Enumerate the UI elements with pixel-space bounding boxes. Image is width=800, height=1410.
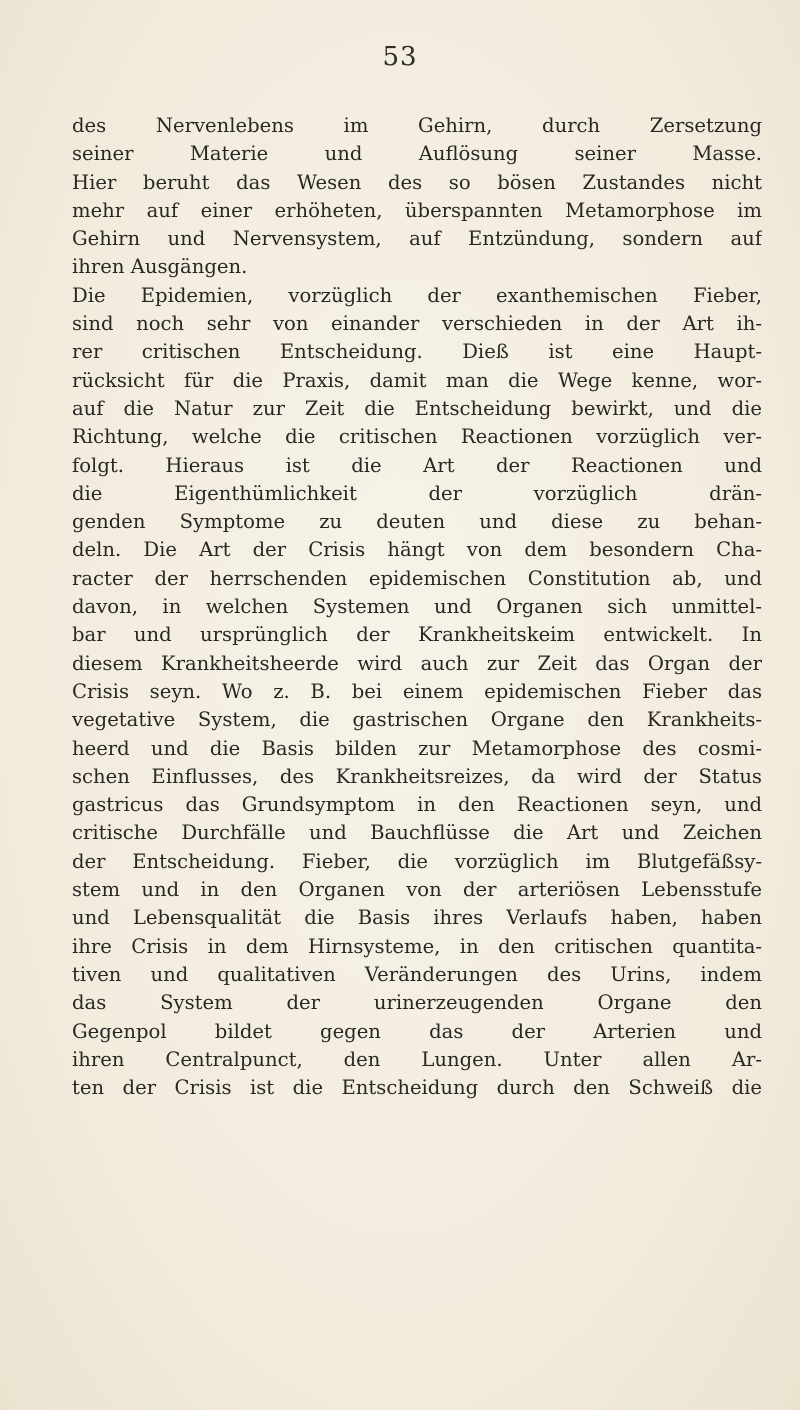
text-line: racter der herrschenden epidemischen Constitution ab, und	[72, 566, 762, 590]
text-line: schen Einflusses, des Krankheitsreizes, da wird der Status	[72, 764, 762, 788]
text-line: gastricus das Grundsymptom in den Reactionen seyn, und	[72, 793, 762, 817]
text-line: heerd und die Basis bilden zur Metamorphose des cosmi-	[72, 736, 762, 760]
body-text	[72, 112, 762, 1102]
page-number: 53	[382, 42, 418, 72]
text-line: bar und ursprünglich der Krankheitskeim entwickelt. In	[72, 623, 762, 647]
text-line: rer critischen Entscheidung. Dieß ist eine Haupt-	[72, 340, 762, 364]
text-line: genden Symptome zu deuten und diese zu behan-	[72, 510, 762, 534]
text-line: tiven und qualitativen Veränderungen des Urins, indem	[72, 962, 762, 986]
text-line: rücksicht für die Praxis, damit man die Wege kenne, wor-	[72, 368, 762, 392]
text-line: critische Durchfälle und Bauchflüsse die Art und Zeichen	[72, 821, 762, 845]
text-line: deln. Die Art der Crisis hängt von dem besondern Cha-	[72, 538, 762, 562]
text-line: vegetative System, die gastrischen Organe den Krankheits-	[72, 708, 762, 732]
text-line: Die Epidemien, vorzüglich der exanthemischen Fieber,	[72, 283, 762, 307]
text-line: ten der Crisis ist die Entscheidung durch den Schweiß die	[72, 1076, 762, 1100]
text-line: sind noch sehr von einander verschieden in der Art ih-	[72, 312, 762, 336]
text-line: Gegenpol bildet gegen das der Arterien und	[72, 1019, 762, 1043]
text-line: Hier beruht das Wesen des so bösen Zustandes nicht	[72, 170, 762, 194]
text-line: das System der urinerzeugenden Organe den	[72, 991, 762, 1015]
text-line: folgt. Hieraus ist die Art der Reactionen und	[72, 453, 762, 477]
text-line: auf die Natur zur Zeit die Entscheidung bewirkt, und die	[72, 396, 762, 420]
text-line: Richtung, welche die critischen Reactionen vorzüglich ver-	[72, 425, 762, 449]
text-line: ihren Centralpunct, den Lungen. Unter allen Ar-	[72, 1047, 762, 1071]
text-line: seiner Materie und Auflösung seiner Masse.	[72, 142, 762, 166]
text-line: davon, in welchen Systemen und Organen sich unmittel-	[72, 595, 762, 619]
text-line: stem und in den Organen von der arteriösen Lebensstufe	[72, 878, 762, 902]
text-line: und Lebensqualität die Basis ihres Verlaufs haben, haben	[72, 906, 762, 930]
text-line: ihren Ausgängen.	[72, 255, 248, 279]
text-line: Gehirn und Nervensystem, auf Entzündung, sondern auf	[72, 227, 762, 251]
text-line: diesem Krankheitsheerde wird auch zur Zeit das Organ der	[72, 651, 762, 675]
text-line: mehr auf einer erhöheten, überspannten Metamorphose im	[72, 198, 762, 222]
text-line: ihre Crisis in dem Hirnsysteme, in den critischen quantita-	[72, 934, 762, 958]
text-line: die Eigenthümlichkeit der vorzüglich drän-	[72, 481, 762, 505]
text-line: Crisis seyn. Wo z. B. bei einem epidemischen Fieber das	[72, 679, 762, 703]
text-line: der Entscheidung. Fieber, die vorzüglich im Blutgefäßsy-	[72, 849, 762, 873]
text-line: des Nervenlebens im Gehirn, durch Zersetzung	[72, 114, 762, 137]
